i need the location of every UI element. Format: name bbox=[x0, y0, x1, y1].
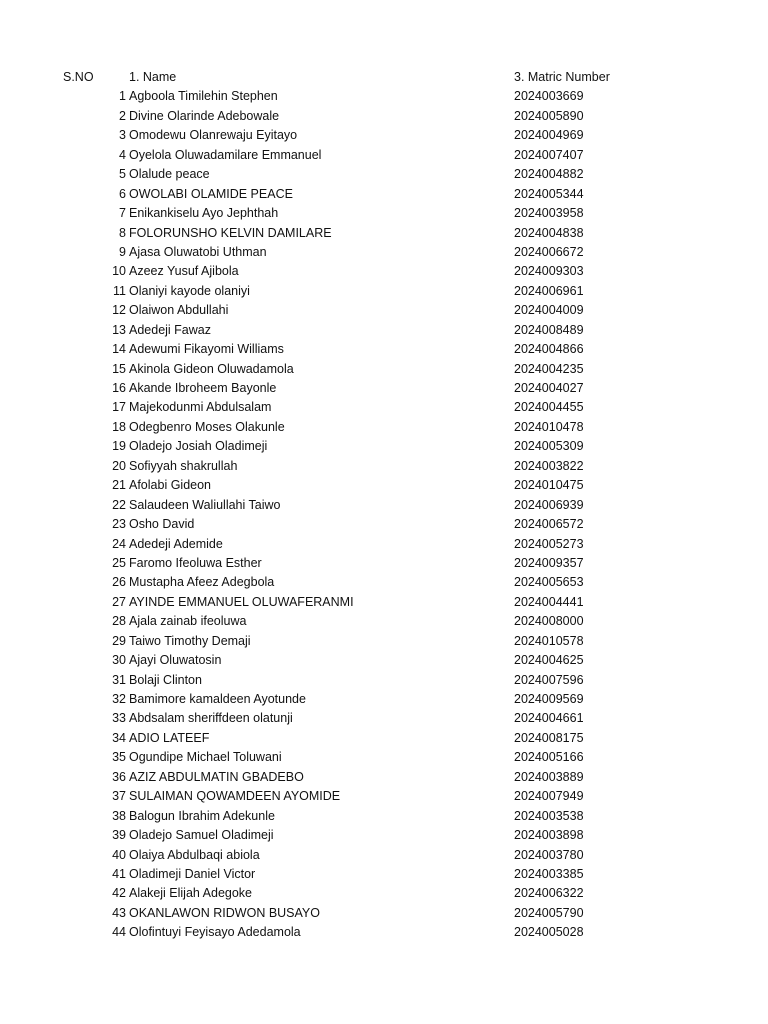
table-row bbox=[0, 884, 768, 903]
table-row bbox=[0, 690, 768, 709]
row-number: 37 bbox=[112, 789, 126, 804]
row-number: 6 bbox=[119, 186, 126, 201]
matric-number: 2024004455 bbox=[514, 400, 584, 415]
row-number: 12 bbox=[112, 303, 126, 318]
table-row bbox=[0, 321, 768, 340]
table-row bbox=[0, 204, 768, 223]
student-name: AYINDE EMMANUEL OLUWAFERANMI bbox=[129, 594, 354, 609]
matric-number: 2024004027 bbox=[514, 381, 584, 395]
row-number: 30 bbox=[112, 653, 126, 668]
table-row bbox=[0, 865, 768, 884]
row-number: 20 bbox=[112, 458, 126, 473]
row-number: 35 bbox=[112, 750, 126, 765]
row-number: 29 bbox=[112, 633, 126, 648]
table-row bbox=[0, 126, 768, 145]
row-number: 13 bbox=[112, 322, 126, 337]
table-row bbox=[0, 398, 768, 417]
student-name: Osho David bbox=[129, 517, 195, 532]
student-name: Ajayi Oluwatosin bbox=[129, 653, 222, 668]
matric-number: 2024004441 bbox=[514, 594, 584, 609]
name-header: 1. Name bbox=[129, 70, 177, 84]
student-name: Oladimeji Daniel Victor bbox=[129, 866, 256, 881]
matric-number: 2024005890 bbox=[514, 108, 584, 123]
header-row bbox=[0, 68, 768, 87]
row-number: 26 bbox=[112, 575, 126, 590]
row-number: 7 bbox=[119, 206, 126, 221]
student-name: SULAIMAN QOWAMDEEN AYOMIDE bbox=[129, 789, 341, 804]
matric-number: 2024007596 bbox=[514, 672, 584, 687]
student-name: Olaiya Abdulbaqi abiola bbox=[129, 847, 260, 862]
matric-number: 2024009569 bbox=[514, 692, 584, 706]
student-name: Balogun Ibrahim Adekunle bbox=[129, 808, 275, 823]
matric-number: 2024006572 bbox=[514, 517, 584, 532]
student-name: Bolaji Clinton bbox=[129, 672, 202, 687]
student-name: Olalude peace bbox=[129, 167, 210, 182]
matric-number: 2024007949 bbox=[514, 789, 584, 804]
row-number: 34 bbox=[112, 730, 126, 745]
row-number: 16 bbox=[112, 381, 126, 395]
row-number: 43 bbox=[112, 905, 126, 920]
row-number: 27 bbox=[112, 594, 126, 609]
table-row bbox=[0, 923, 768, 942]
row-number: 28 bbox=[112, 614, 126, 629]
table-row bbox=[0, 418, 768, 437]
matric-number: 2024006672 bbox=[514, 244, 584, 259]
student-name: Olofintuyi Feyisayo Adedamola bbox=[129, 925, 301, 940]
matric-number: 2024003780 bbox=[514, 847, 584, 862]
student-name: Mustapha Afeez Adegbola bbox=[129, 575, 275, 590]
row-number: 1 bbox=[119, 89, 126, 104]
table-row bbox=[0, 807, 768, 826]
matric-number-header: 3. Matric Number bbox=[514, 70, 610, 84]
table-row bbox=[0, 709, 768, 728]
table-row bbox=[0, 826, 768, 845]
table-row bbox=[0, 243, 768, 262]
row-number: 14 bbox=[112, 342, 126, 357]
row-number: 32 bbox=[112, 692, 126, 706]
row-number: 17 bbox=[112, 400, 126, 415]
row-number: 19 bbox=[112, 439, 126, 454]
matric-number: 2024003822 bbox=[514, 458, 584, 473]
table-row bbox=[0, 554, 768, 573]
table-row bbox=[0, 87, 768, 106]
table-row bbox=[0, 846, 768, 865]
matric-number: 2024004866 bbox=[514, 342, 584, 357]
student-name: Omodewu Olanrewaju Eyitayo bbox=[129, 128, 298, 143]
row-number: 3 bbox=[119, 128, 126, 143]
row-number: 18 bbox=[112, 419, 126, 434]
matric-number: 2024008175 bbox=[514, 730, 584, 745]
row-number: 33 bbox=[112, 711, 126, 726]
matric-number: 2024007407 bbox=[514, 147, 584, 162]
student-name: Alakeji Elijah Adegoke bbox=[129, 886, 252, 901]
row-number: 8 bbox=[119, 225, 126, 240]
table-row bbox=[0, 787, 768, 806]
table-row bbox=[0, 729, 768, 748]
matric-number: 2024003385 bbox=[514, 866, 584, 881]
student-name: FOLORUNSHO KELVIN DAMILARE bbox=[129, 225, 332, 240]
matric-number: 2024008000 bbox=[514, 614, 584, 629]
matric-number: 2024004882 bbox=[514, 167, 584, 182]
matric-number: 2024010578 bbox=[514, 633, 584, 648]
row-number: 41 bbox=[112, 866, 126, 881]
matric-number: 2024010475 bbox=[514, 478, 584, 493]
table-row bbox=[0, 632, 768, 651]
row-number: 36 bbox=[112, 769, 126, 784]
row-number: 38 bbox=[112, 808, 126, 823]
matric-number: 2024004625 bbox=[514, 653, 584, 668]
row-number: 39 bbox=[112, 828, 126, 843]
matric-number: 2024010478 bbox=[514, 419, 584, 434]
student-name: Adewumi Fikayomi Williams bbox=[129, 342, 284, 357]
table-row bbox=[0, 476, 768, 495]
row-number: 44 bbox=[112, 925, 126, 940]
student-name: Afolabi Gideon bbox=[129, 478, 212, 493]
student-name: Oladejo Josiah Oladimeji bbox=[129, 439, 268, 454]
matric-number: 2024004235 bbox=[514, 361, 584, 376]
matric-number: 2024006322 bbox=[514, 886, 584, 901]
matric-number: 2024005790 bbox=[514, 905, 584, 920]
table-row bbox=[0, 301, 768, 320]
row-number: 23 bbox=[112, 517, 126, 532]
table-row bbox=[0, 573, 768, 592]
table-row bbox=[0, 593, 768, 612]
table-row bbox=[0, 379, 768, 398]
matric-number: 2024005309 bbox=[514, 439, 584, 454]
student-name: Ogundipe Michael Toluwani bbox=[129, 750, 282, 765]
row-number: 5 bbox=[119, 167, 126, 182]
matric-number: 2024003538 bbox=[514, 808, 584, 823]
student-name: Adedeji Ademide bbox=[129, 536, 223, 551]
student-name: Ajala zainab ifeoluwa bbox=[129, 614, 247, 629]
table-row bbox=[0, 224, 768, 243]
student-name: Salaudeen Waliullahi Taiwo bbox=[129, 497, 281, 512]
matric-number: 2024005028 bbox=[514, 925, 584, 940]
student-name: Olaiwon Abdullahi bbox=[129, 303, 229, 318]
matric-number: 2024006961 bbox=[514, 283, 584, 298]
table-row bbox=[0, 146, 768, 165]
student-name: Taiwo Timothy Demaji bbox=[129, 633, 251, 648]
sno-header: S.NO bbox=[63, 70, 94, 84]
table-row bbox=[0, 282, 768, 301]
student-name: Ajasa Oluwatobi Uthman bbox=[129, 244, 267, 259]
student-name: OKANLAWON RIDWON BUSAYO bbox=[129, 905, 320, 920]
table-row bbox=[0, 360, 768, 379]
table-row bbox=[0, 437, 768, 456]
student-name: Adedeji Fawaz bbox=[129, 322, 211, 337]
matric-number: 2024004661 bbox=[514, 711, 584, 726]
table-row bbox=[0, 165, 768, 184]
student-list-sheet bbox=[0, 68, 768, 943]
matric-number: 2024003889 bbox=[514, 769, 584, 784]
table-row bbox=[0, 262, 768, 281]
table-row bbox=[0, 515, 768, 534]
row-number: 42 bbox=[112, 886, 126, 901]
student-name: OWOLABI OLAMIDE PEACE bbox=[129, 186, 293, 201]
table-row bbox=[0, 340, 768, 359]
matric-number: 2024003898 bbox=[514, 828, 584, 843]
student-name: Enikankiselu Ayo Jephthah bbox=[129, 206, 279, 221]
row-number: 24 bbox=[112, 536, 126, 551]
matric-number: 2024004009 bbox=[514, 303, 584, 318]
student-name: Faromo Ifeoluwa Esther bbox=[129, 555, 262, 570]
table-row bbox=[0, 185, 768, 204]
matric-number: 2024006939 bbox=[514, 497, 584, 512]
table-row bbox=[0, 107, 768, 126]
row-number: 11 bbox=[113, 283, 126, 298]
matric-number: 2024005344 bbox=[514, 186, 584, 201]
student-name: Azeez Yusuf Ajibola bbox=[129, 264, 239, 279]
row-number: 2 bbox=[119, 108, 126, 123]
matric-number: 2024004838 bbox=[514, 225, 584, 240]
student-name: Sofiyyah shakrullah bbox=[129, 458, 238, 473]
student-name: Majekodunmi Abdulsalam bbox=[129, 400, 272, 415]
matric-number: 2024003958 bbox=[514, 206, 584, 221]
row-number: 21 bbox=[112, 478, 126, 493]
student-name: AZIZ ABDULMATIN GBADEBO bbox=[129, 769, 304, 784]
table-row bbox=[0, 671, 768, 690]
table-row bbox=[0, 748, 768, 767]
row-number: 9 bbox=[119, 244, 126, 259]
matric-number: 2024005653 bbox=[514, 575, 584, 590]
student-name: Akinola Gideon Oluwadamola bbox=[129, 361, 294, 376]
student-name: Oladejo Samuel Oladimeji bbox=[129, 828, 274, 843]
row-number: 25 bbox=[112, 555, 126, 570]
student-name: Akande Ibroheem Bayonle bbox=[129, 381, 277, 395]
table-row bbox=[0, 612, 768, 631]
table-row bbox=[0, 651, 768, 670]
matric-number: 2024005166 bbox=[514, 750, 584, 765]
matric-number: 2024005273 bbox=[514, 536, 584, 551]
row-number: 10 bbox=[112, 264, 126, 279]
student-rows bbox=[0, 87, 768, 942]
row-number: 15 bbox=[112, 361, 126, 376]
table-row bbox=[0, 457, 768, 476]
matric-number: 2024004969 bbox=[514, 128, 584, 143]
student-name: Olaniyi kayode olaniyi bbox=[129, 283, 250, 298]
student-name: Oyelola Oluwadamilare Emmanuel bbox=[129, 147, 322, 162]
student-name: Agboola Timilehin Stephen bbox=[129, 89, 278, 104]
table-row bbox=[0, 904, 768, 923]
student-name: Abdsalam sheriffdeen olatunji bbox=[129, 711, 293, 726]
matric-number: 2024003669 bbox=[514, 89, 584, 104]
student-name: Odegbenro Moses Olakunle bbox=[129, 419, 285, 434]
row-number: 22 bbox=[112, 497, 126, 512]
matric-number: 2024008489 bbox=[514, 322, 584, 337]
table-row bbox=[0, 535, 768, 554]
table-row bbox=[0, 496, 768, 515]
row-number: 4 bbox=[119, 147, 126, 162]
student-name: Bamimore kamaldeen Ayotunde bbox=[129, 692, 306, 706]
table-row bbox=[0, 768, 768, 787]
row-number: 40 bbox=[112, 847, 126, 862]
matric-number: 2024009357 bbox=[514, 555, 584, 570]
row-number: 31 bbox=[112, 672, 126, 687]
student-name: Divine Olarinde Adebowale bbox=[129, 108, 280, 123]
student-name: ADIO LATEEF bbox=[129, 730, 210, 745]
matric-number: 2024009303 bbox=[514, 264, 584, 279]
